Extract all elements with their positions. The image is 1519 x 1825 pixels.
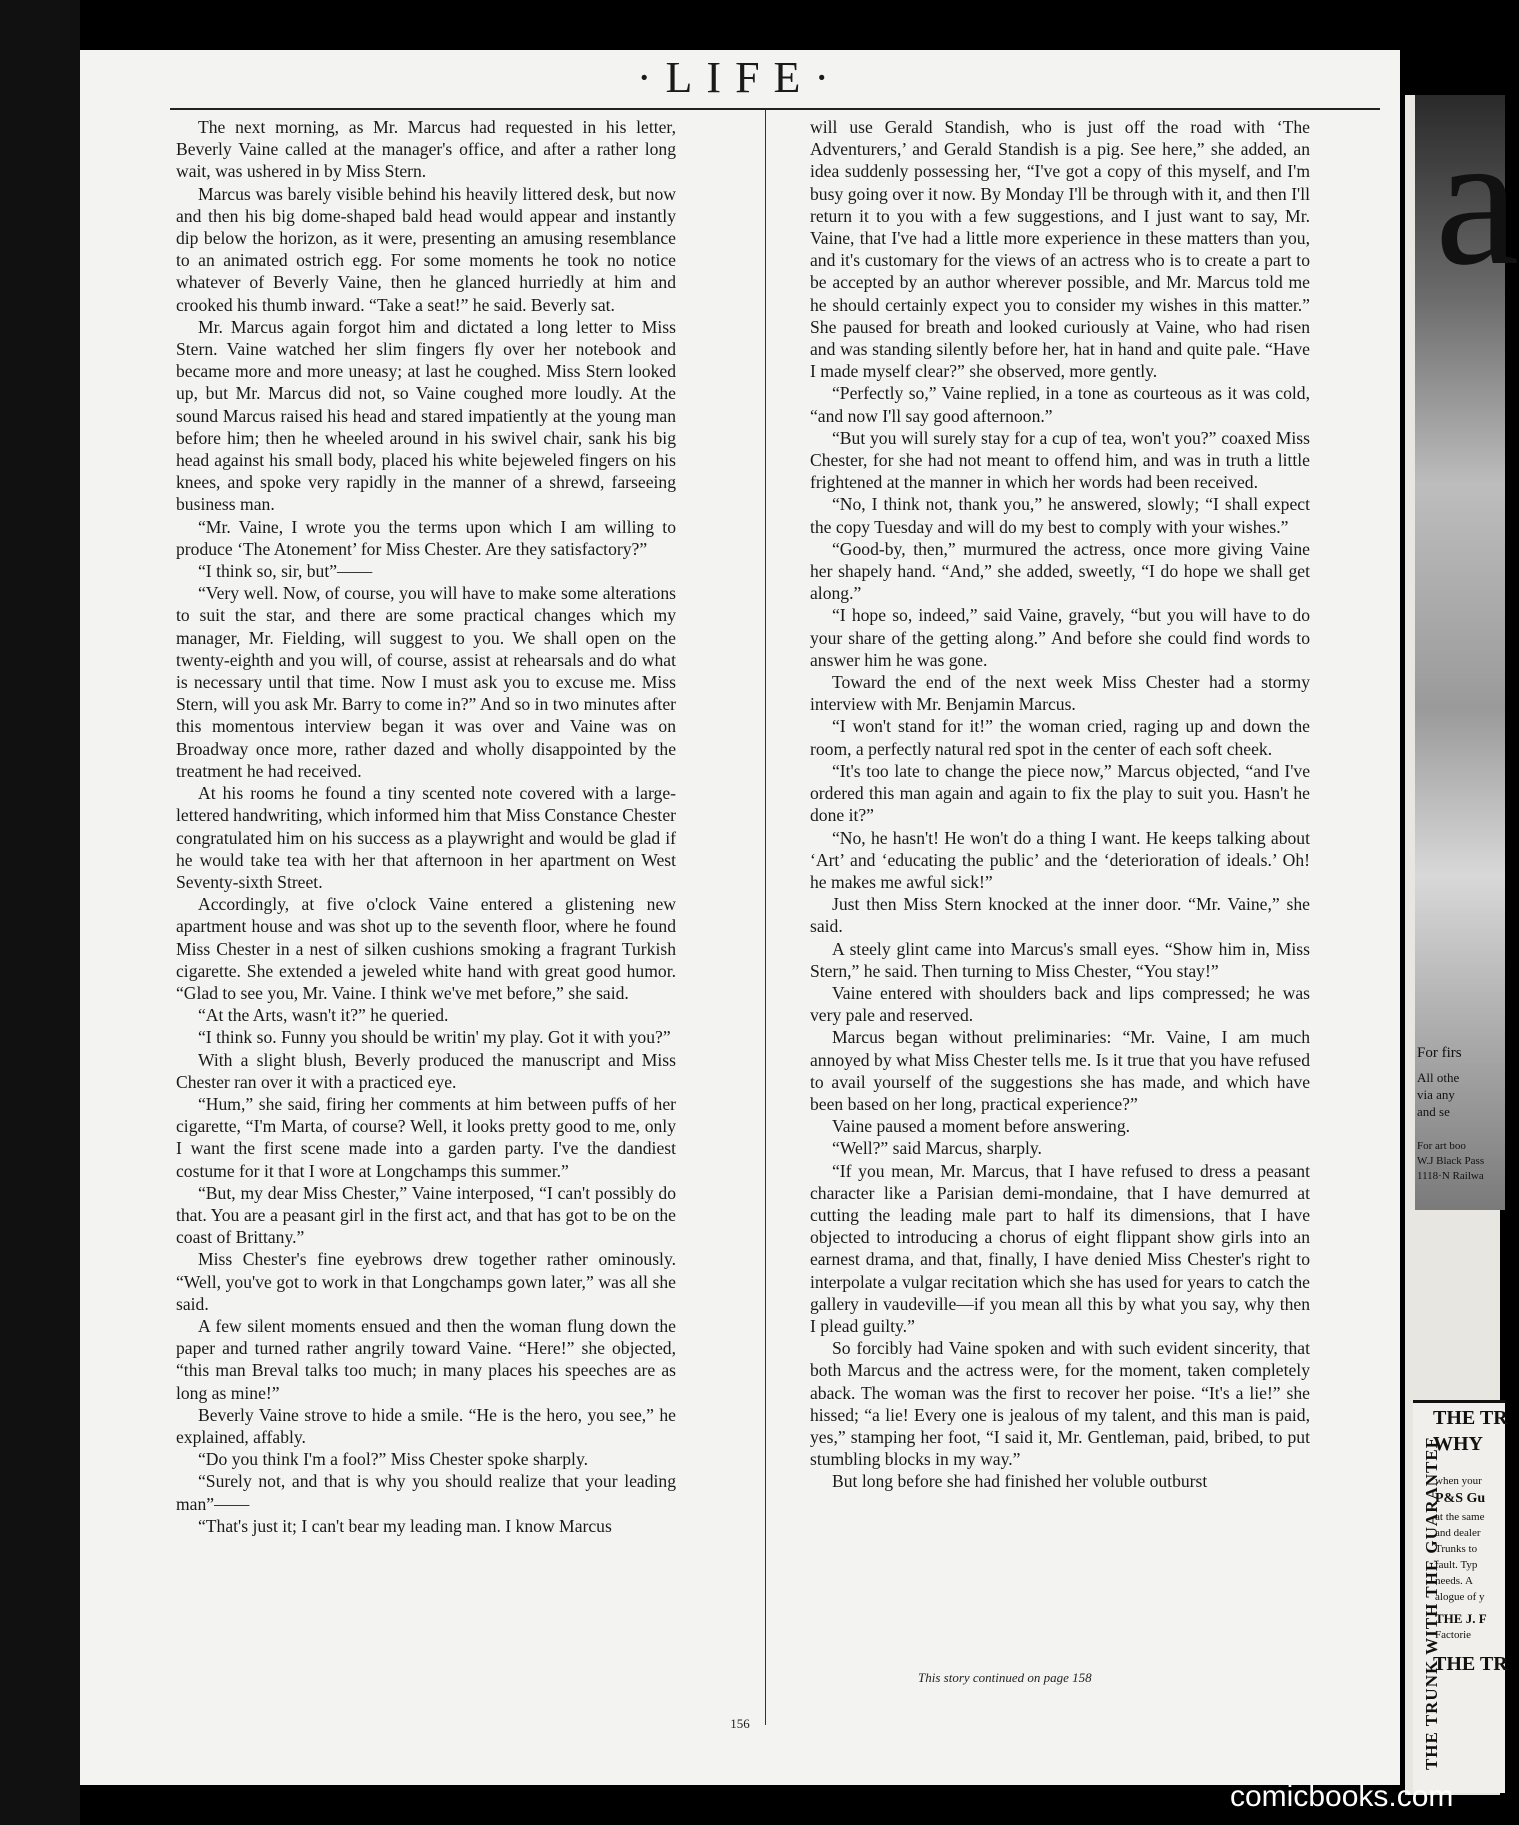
ad-illustration — [1415, 95, 1519, 1210]
watermark: comicbooks.com — [1230, 1780, 1454, 1813]
ad-text-line: For firs — [1417, 1045, 1462, 1061]
paragraph: “Perfectly so,” Vaine replied, in a tone as courteous as it was cold, “and now I'll say good afternoon.” — [810, 383, 1310, 426]
paragraph: “I think so, sir, but”—— — [198, 561, 373, 582]
paragraph: “If you mean, Mr. Marcus, that I have refused to dress a peasant character like a Parisian demi-mondaine, that I have demurred at cutting the leading male part to half its dimensions, that I have objected to introducing a chorus of eight flippant show girls into an earnest drama, and that, finally, I have denied Miss Chester's right to interpolate a vulgar recitation which she has used for years to catch the gallery in vaudeville—if you mean all this by what you say, why then I plead guilty.” — [810, 1160, 1310, 1336]
paragraph: “Well?” said Marcus, sharply. — [832, 1138, 1042, 1159]
left-column — [176, 116, 676, 1537]
paragraph: Toward the end of the next week Miss Chester had a stormy interview with Mr. Benjamin Marcus. — [810, 672, 1310, 715]
paragraph: Beverly Vaine strove to hide a smile. “He is the hero, you see,” he explained, affably. — [176, 1404, 676, 1447]
trunk-text-line: alogue of y — [1435, 1591, 1485, 1603]
trunk-footer-heading: THE TR — [1433, 1653, 1508, 1675]
ad-letter-glyph: a — [1435, 95, 1519, 305]
ad-text-line: and se — [1417, 1104, 1450, 1119]
paragraph: A steely glint came into Marcus's small eyes. “Show him in, Miss Stern,” he said. Then turning to Miss Chester, “You stay!” — [810, 938, 1310, 981]
paragraph: But long before she had finished her voluble outburst — [832, 1471, 1208, 1492]
trunk-ad — [1413, 1400, 1508, 1793]
trunk-text-line: P&S Gu — [1435, 1491, 1486, 1506]
page-number: 156 — [730, 1716, 750, 1731]
right-column — [810, 116, 1310, 1493]
paragraph: “I won't stand for it!” the woman cried, raging up and down the room, a perfectly natural red spot in the center of each soft cheek. — [810, 716, 1310, 759]
scan-edge — [0, 0, 80, 1825]
paragraph: “No, he hasn't! He won't do a thing I want. He keeps talking about ‘Art’ and ‘educating the public’ and the ‘deterioration of ideals.’ Oh! he makes me awful sick!” — [810, 827, 1310, 892]
paragraph: Marcus was barely visible behind his heavily littered desk, but now and then his big dome-shaped bald head would appear and instantly dip below the horizon, as it were, presenting an amusing resemblance to an animated ostrich egg. For some moments he took no notice whatever of Beverly Vaine, then he glanced hurriedly at him and crooked his thumb inward. “Take a seat!” he said. Beverly sat. — [176, 183, 676, 315]
paragraph: “That's just it; I can't bear my leading man. I know Marcus — [198, 1515, 612, 1536]
ad-text-line: For art boo — [1417, 1140, 1466, 1152]
paragraph: Accordingly, at five o'clock Vaine entered a glistening new apartment house and was shot up to the seventh floor, where he found Miss Chester in a nest of silken cushions smoking a fragrant Turkish cigarette. She extended a jeweled white hand with great good humor. “Glad to see you, Mr. Vaine. I think we've met before,” she said. — [176, 894, 676, 1003]
paragraph: At his rooms he found a tiny scented note covered with a large-lettered handwriting, which informed him that Miss Constance Chester congratulated him on his success as a playwright and would be glad if he would take tea with her that afternoon in her apartment on West Seventy-sixth Street. — [176, 783, 676, 892]
trunk-text-line: when your — [1435, 1475, 1482, 1487]
paragraph: “But, my dear Miss Chester,” Vaine interposed, “I can't possibly do that. You are a peasant girl in the first act, and that has got to be on the coast of Brittany.” — [176, 1182, 676, 1248]
trunk-text-line: fault. Typ — [1435, 1559, 1478, 1571]
ad-text-line: 1118·N Railwa — [1417, 1170, 1484, 1182]
paragraph: “It's too late to change the piece now,” Marcus objected, “and I've ordered this man again and again to fix the play to suit you. Hasn't he done it?” — [810, 760, 1310, 826]
trunk-text-line: Trunks to — [1435, 1543, 1478, 1555]
paragraph: With a slight blush, Beverly produced the manuscript and Miss Chester ran over it with a practiced eye. — [176, 1049, 676, 1092]
trunk-text-line: THE J. F — [1435, 1611, 1487, 1626]
trunk-why: WHY — [1433, 1433, 1483, 1455]
paragraph: Vaine paused a moment before answering. — [832, 1116, 1131, 1137]
paragraph: A few silent moments ensued and then the woman flung down the paper and turned rather angrily toward Vaine. “Here!” she objected, “this man Breval talks too much; in many places his speeches are as long as mine!” — [176, 1315, 676, 1403]
ad-text-line: W.J Black Pass — [1417, 1155, 1485, 1167]
paragraph: Miss Chester's fine eyebrows drew together rather ominously. “Well, you've got to work in that Longchamps gown later,” was all she said. — [176, 1249, 676, 1314]
paragraph: “Mr. Vaine, I wrote you the terms upon which I am willing to produce ‘The Atonement’ for Miss Chester. Are they satisfactory?” — [176, 516, 676, 559]
paragraph: “Surely not, and that is why you should realize that your leading man”—— — [176, 1471, 676, 1514]
column-divider — [765, 110, 766, 1725]
masthead: ·LIFE· — [636, 53, 844, 102]
paragraph: will use Gerald Standish, who is just off the road with ‘The Adventurers,’ and Gerald Standish is a pig. See here,” she added, an idea suddenly possessing her, “I've got a copy of this myself, and I'm busy going over it now. By Monday I'll be through with it, and then I'll return it to you with a few suggestions, and I just want to say, Mr. Vaine, that I've had a little more experience in these matters than you, and it's customary for the views of an actress who is to create a part to be accepted by an author wherever possible, and Mr. Marcus told me he should certainly expect you to consider my wishes in this matter.” She paused for breath and looked curiously at Vaine, who had risen and was standing silently before her, hat in hand and quite pale. “Have I made myself clear?” she observed, more gently. — [810, 117, 1310, 382]
paragraph: Vaine entered with shoulders back and lips compressed; he was very pale and reserved. — [810, 982, 1310, 1026]
trunk-vertical-title: THE TRUNK WITH THE GUARANTEE — [1422, 1435, 1442, 1771]
paragraph: Marcus began without preliminaries: “Mr. Vaine, I am much annoyed by what Miss Chester tells me. Is it true that you have refused to avail yourself of the suggestions she has made, and which have been based on her long, practical experience?” — [810, 1027, 1310, 1114]
paragraph: “I think so. Funny you should be writin' my play. Got it with you?” — [198, 1027, 671, 1048]
ad-text-line: via any — [1417, 1087, 1455, 1102]
trunk-text-line: needs. A — [1435, 1575, 1473, 1587]
paragraph: “No, I think not, thank you,” he answered, slowly; “I shall expect the copy Tuesday and will do my best to comply with your wishes.” — [810, 494, 1310, 537]
trunk-text-line: Factorie — [1435, 1629, 1472, 1641]
continued-note: This story continued on page 158 — [918, 1670, 1092, 1685]
magazine-page — [80, 50, 1400, 1785]
paragraph: So forcibly had Vaine spoken and with such evident sincerity, that both Marcus and the actress were, for the moment, taken completely aback. The woman was the first to recover her poise. “It's a lie!” she hissed; “a lie! Every one is jealous of my talent, and this man is paid, yes,” stamping her foot, “I said it, Mr. Gentleman, paid, bribed, to put stumbling blocks in my way.” — [810, 1338, 1310, 1470]
paragraph: “Do you think I'm a fool?” Miss Chester spoke sharply. — [198, 1449, 589, 1470]
trunk-heading: THE TR — [1433, 1407, 1508, 1429]
paragraph: “But you will surely stay for a cup of tea, won't you?” coaxed Miss Chester, for she had not meant to offend him, and was in truth a little frightened at the manner in which her words had been received. — [810, 427, 1310, 493]
trunk-text-line: at the same — [1435, 1511, 1485, 1523]
masthead-rule — [170, 108, 1380, 110]
paragraph: “Hum,” she said, firing her comments at him between puffs of her cigarette, “I'm Marta, of course? Well, it looks pretty good to me, only I want the first scene made into a garden party. I've the dandiest costume for it that I wore at Longchamps this summer.” — [176, 1093, 676, 1181]
paragraph: “I hope so, indeed,” said Vaine, gravely, “but you will have to do your share of the getting along.” And before she could find words to answer him he was gone. — [810, 605, 1310, 670]
paragraph: “Very well. Now, of course, you will have to make some alterations to suit the star, and there are some practical changes which my manager, Mr. Fielding, will suggest to you. We shall open on the twenty-eighth and you will, of course, assist at rehearsals and do what is necessary until that time. Now I must ask you to excuse me. Miss Stern, will you ask Mr. Barry to come in?” And so in two minutes after this momentous interview began it was over and Vaine was on Broadway once more, rather dazed and wholly disappointed by the treatment he had received. — [176, 583, 676, 781]
trunk-text-line: and dealer — [1435, 1527, 1481, 1539]
facing-page-ad — [1405, 95, 1519, 1795]
paragraph: Just then Miss Stern knocked at the inner door. “Mr. Vaine,” she said. — [810, 894, 1310, 937]
ad-text-line: All othe — [1417, 1070, 1460, 1085]
paragraph: The next morning, as Mr. Marcus had requested in his letter, Beverly Vaine called at the manager's office, and after a rather long wait, was ushered in by Miss Stern. — [176, 117, 676, 182]
paragraph: “At the Arts, wasn't it?” he queried. — [198, 1005, 449, 1026]
paragraph: Mr. Marcus again forgot him and dictated a long letter to Miss Stern. Vaine watched her slim fingers fly over her notebook and became more and more uneasy; at last he coughed. Miss Stern looked up, but Mr. Marcus did not, so Vaine coughed more loudly. At the sound Marcus raised his head and stared impatiently at the young man before him; then he wheeled around in his swivel chair, sank his big head against his small body, placed his white bejeweled fingers on his knees, and spoke very rapidly in the manner of a shrewd, farseeing business man. — [176, 316, 676, 515]
paragraph: “Good-by, then,” murmured the actress, once more giving Vaine her shapely hand. “And,” she added, sweetly, “I do hope we shall get along.” — [810, 538, 1310, 604]
